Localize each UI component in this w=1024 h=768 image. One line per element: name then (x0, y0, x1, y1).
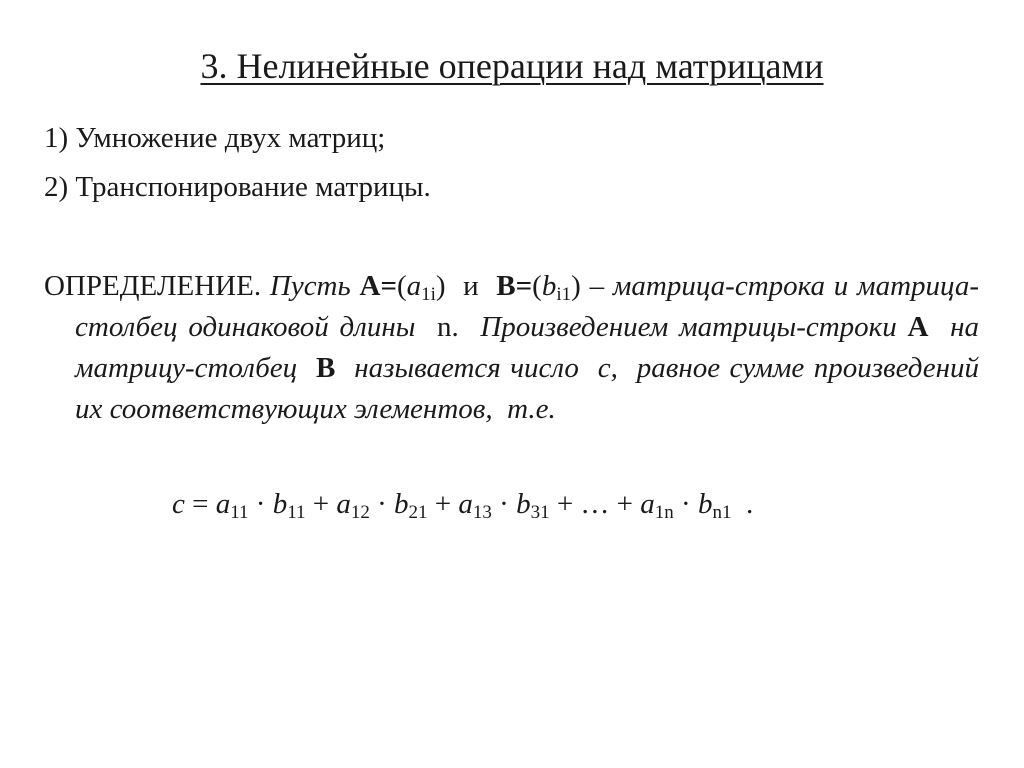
number-c: c, (597, 352, 618, 384)
formula-equals: = (192, 488, 209, 520)
element-a-subscript: 1i (421, 284, 436, 305)
definition-text-4: называется число (354, 352, 579, 384)
term-a: a (458, 488, 473, 520)
matrix-b-symbol: В (316, 352, 336, 384)
list-item-transposition: 2) Транспонирование матрицы. (44, 171, 431, 203)
slide-title-text: 3. Нелинейные операции над матрицами (200, 46, 824, 86)
formula-term-2 (336, 488, 428, 523)
plus-sign: + (434, 488, 452, 520)
product-formula (172, 484, 753, 524)
term-b: b (697, 488, 713, 520)
paren-close-a: ) (435, 270, 446, 302)
matrix-a-eq: А= (359, 270, 397, 302)
term-b-subscript: 11 (287, 502, 306, 523)
length-n: n. (436, 311, 459, 343)
definition-ie: т.е. (507, 393, 556, 425)
definition-paragraph (44, 266, 979, 430)
term-b: b (272, 488, 288, 520)
term-b: b (516, 488, 531, 520)
term-a: a (336, 488, 351, 520)
formula-term-n (640, 488, 732, 523)
list-item-multiplication: 1) Умножение двух матриц; (44, 122, 386, 154)
plus-sign: + (616, 488, 634, 520)
multiply-dot: · (255, 488, 266, 520)
element-b-subscript: i1 (556, 284, 572, 305)
term-a-subscript: 11 (230, 502, 249, 523)
conjunction-and: и (463, 270, 479, 302)
definition-text-1: – матрица-строка и матрица-столбец одинаковой длины (75, 270, 980, 343)
ellipsis: … (580, 488, 610, 520)
formula-c: c (172, 488, 185, 520)
formula-term-1 (215, 488, 306, 523)
term-a-subscript: 12 (350, 502, 370, 523)
matrix-b-eq: В= (496, 270, 533, 302)
term-b: b (394, 488, 409, 520)
term-a: a (640, 488, 655, 520)
definition-text-5: равное сумме произведений их соответствующих элементов, (75, 352, 980, 425)
element-a: a (406, 270, 422, 302)
definition-label: ОПРЕДЕЛЕНИЕ. (44, 270, 262, 302)
multiply-dot: · (499, 488, 509, 520)
term-b-subscript: 21 (408, 502, 428, 523)
term-a: a (215, 488, 231, 520)
plus-sign: + (312, 488, 330, 520)
definition-text-3: на матрицу-столбец (75, 311, 980, 384)
paren-open-a: ( (396, 270, 407, 302)
definition-text-2: Произведением матрицы-строки (480, 311, 897, 343)
term-a-subscript: 1n (654, 502, 674, 523)
paren-open-b: ( (532, 270, 542, 302)
formula-period: . (745, 488, 754, 520)
paren-close-b: ) (571, 270, 581, 302)
definition-let: Пусть (269, 270, 351, 302)
element-b: b (541, 270, 557, 302)
term-b-subscript: n1 (712, 502, 732, 523)
multiply-dot: · (377, 488, 387, 520)
formula-term-3 (458, 488, 550, 523)
term-a-subscript: 13 (472, 502, 492, 523)
multiply-dot: · (681, 488, 691, 520)
term-b-subscript: 31 (530, 502, 550, 523)
matrix-a-symbol: А (907, 311, 929, 343)
slide-title (0, 44, 1024, 88)
plus-sign: + (556, 488, 574, 520)
